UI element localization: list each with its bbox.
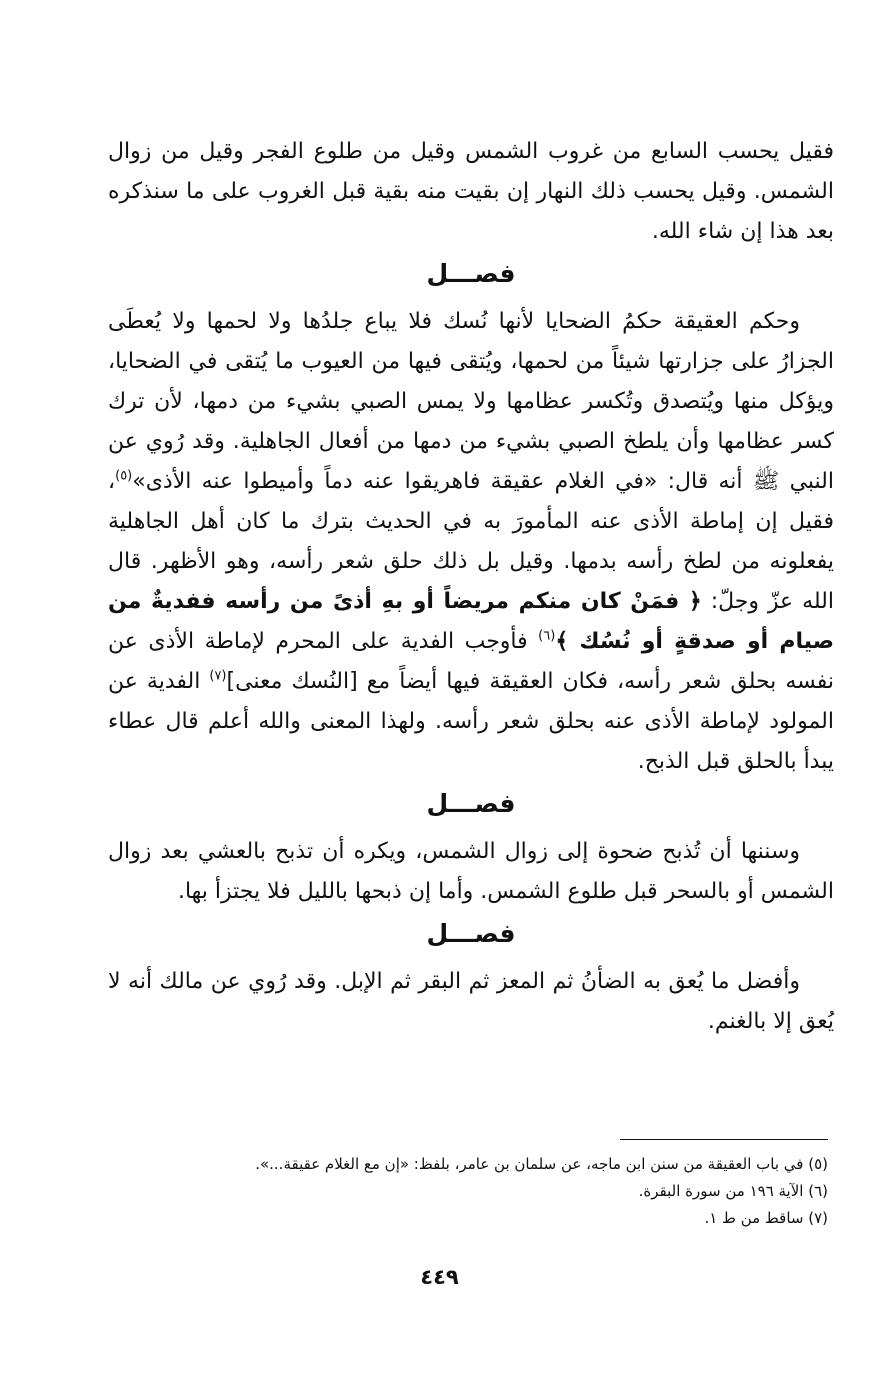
- section-title-2: فصـــل: [426, 789, 516, 818]
- footnote-5: (٥) في باب العقيقة من سنن ابن ماجه، عن سلمان بن عامر، بلفظ: «إن مع الغلام عقيقة...».: [255, 1155, 828, 1173]
- footnote-ref-5: (٥): [115, 468, 133, 484]
- paragraph-2-part-c: فأوجب الفدية على المحرم لإماطة الأذى عن نفسه بحلق شعر رأسه، فكان العقيقة فيها أيضاً مع [النُسك معنى]: [108, 629, 835, 694]
- section-title-3: فصـــل: [426, 919, 516, 948]
- footnote-ref-7: (٧): [209, 668, 227, 684]
- footnote-divider: [620, 1139, 828, 1140]
- main-text: [108, 132, 834, 1042]
- footnote-7: (٧) ساقط من ط ١.: [704, 1209, 828, 1227]
- footnote-ref-6: (٦): [538, 628, 556, 644]
- paragraph-3: وسننها أن تُذبح ضحوة إلى زوال الشمس، ويكره أن تذبح بالعشي بعد زوال الشمس أو بالسحر قبل طلوع الشمس. وأما إن ذبحها بالليل فلا يجتزأ بها.: [108, 839, 834, 904]
- page-number: ٤٤٩: [420, 1265, 459, 1289]
- paragraph-2-part-b: ، فقيل إن إماطة الأذى عنه المأمورَ به في الحديث بترك ما كان أهل الجاهلية يفعلونه من لطخ رأسه بدمها. وقيل بل ذلك حلق شعر رأسه، وهو الأظهر. قال الله عزّ وجلّ:: [108, 469, 834, 614]
- paragraph-2: [108, 302, 834, 782]
- footnotes: [108, 1151, 828, 1232]
- paragraph-2-part-d: الفدية عن المولود لإماطة الأذى عنه بحلق شعر رأسه. ولهذا المعنى والله أعلم قال عطاء يبدأ بالحلق قبل الذبح.: [108, 669, 834, 774]
- paragraph-4: وأفضل ما يُعق به الضأنُ ثم المعز ثم البقر ثم الإبل. وقد رُوي عن مالك أنه لا يُعق إلا بالغنم.: [108, 969, 834, 1034]
- quran-verse: ﴿ فمَنْ كان منكم مريضاً أو بهِ أذىً من رأسه ففديةٌ من صيام أو صدقةٍ أو نُسُك ﴾: [108, 589, 834, 654]
- paragraph-1: فقيل يحسب السابع من غروب الشمس وقيل من طلوع الفجر وقيل من زوال الشمس. وقيل يحسب ذلك النهار إن بقيت منه بقية قبل الغروب على ما سنذكره بعد هذا إن شاء الله.: [108, 139, 834, 244]
- footnote-6: (٦) الآية ١٩٦ من سورة البقرة.: [638, 1182, 828, 1200]
- paragraph-2-part-a: وحكم العقيقة حكمُ الضحايا لأنها نُسك فلا يباع جلدُها ولا لحمها ولا يُعطَى الجزارُ على جزارتها شيئاً من لحمها، ويُتقى فيها من العيوب ما يُتقى في الضحايا، ويؤكل منها ويُتصدق وتُكسر عظامها ولا يمس الصبي بشيء من دمها، لأن ترك كسر عظامها وأن يلطخ الصبي بشيء من دمها من أفعال الجاهلية. وقد رُوي عن النبي ﷺ أنه قال: «في الغلام عقيقة فاهريقوا عنه دماً وأميطوا عنه الأذى»: [108, 309, 834, 494]
- section-title-1: فصـــل: [426, 259, 516, 288]
